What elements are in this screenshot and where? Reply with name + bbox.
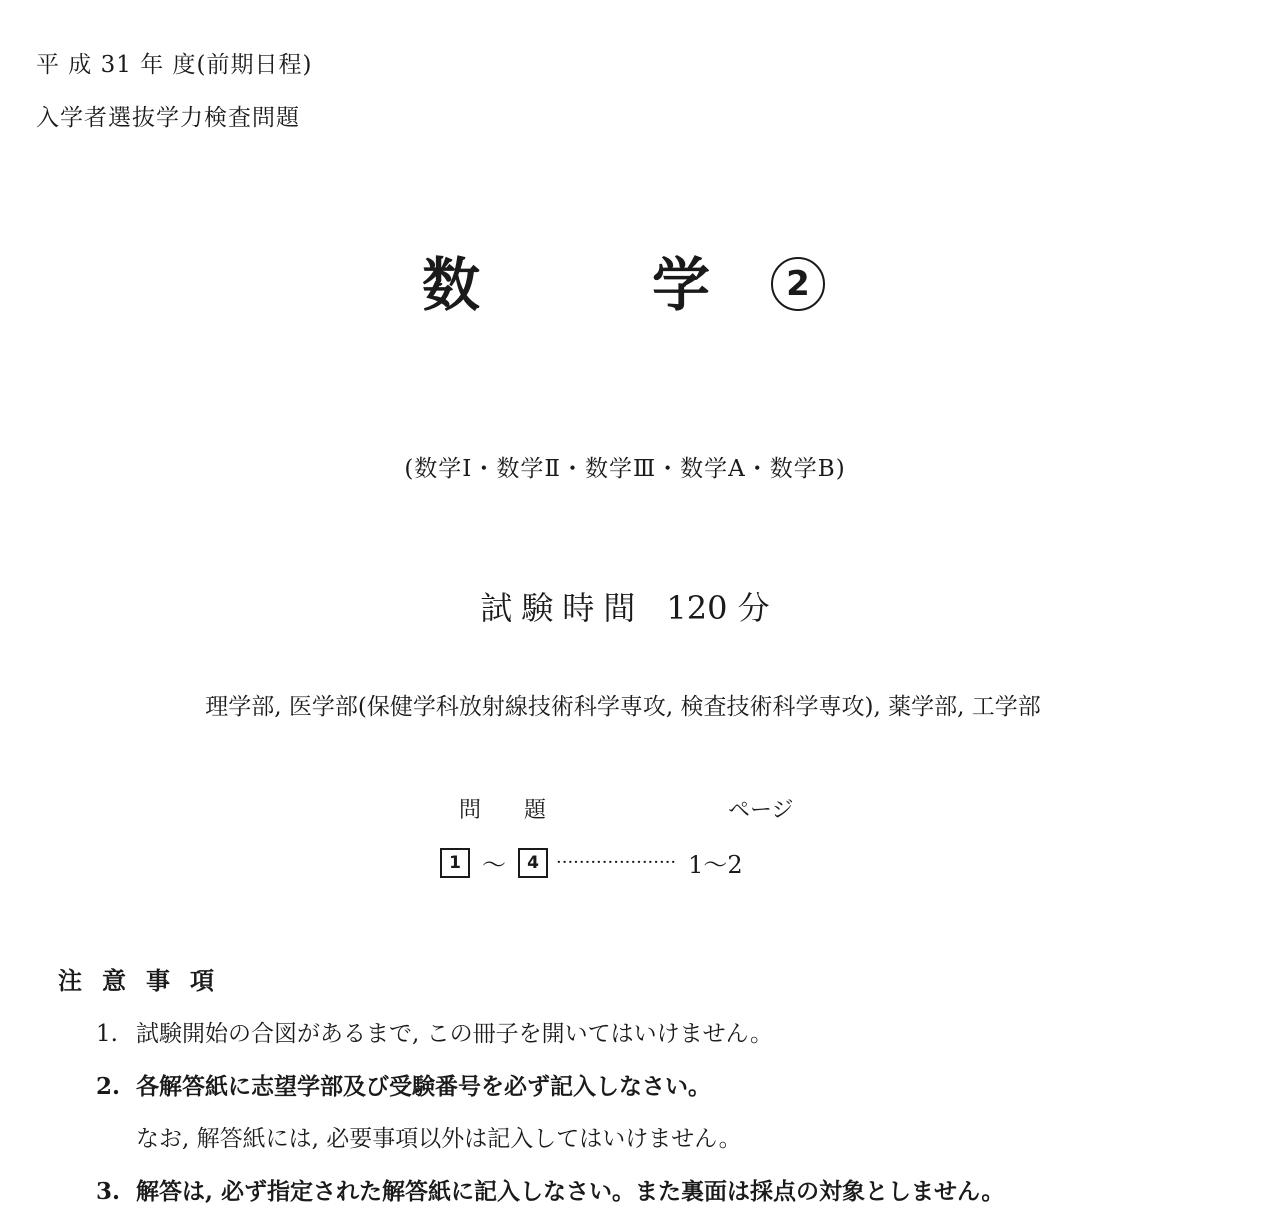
- title-char-2: 学: [652, 251, 711, 319]
- note-number: 1.: [96, 1021, 118, 1047]
- note-item: [96, 1015, 773, 1048]
- notes-heading: 注意事項: [58, 966, 234, 995]
- note-item: [96, 1173, 1004, 1206]
- exam-time-value: 120 分: [666, 589, 770, 627]
- note-text: 各解答紙に志望学部及び受験番号を必ず記入しなさい。: [136, 1073, 711, 1100]
- exam-time-label: 試験時間: [480, 589, 645, 627]
- problem-end-box: 4: [518, 848, 548, 878]
- faculties-list: 理学部, 医学部(保健学科放射線技術科学専攻, 検査技術科学専攻), 薬学部, 工学部: [205, 694, 1041, 720]
- title-char-1: 数: [422, 251, 481, 319]
- title-number-badge: 2: [771, 257, 825, 311]
- exam-time: [0, 583, 1250, 629]
- subjects-list: (数学Ⅰ・数学Ⅱ・数学Ⅲ・数学A・数学B): [404, 456, 846, 482]
- note-item: [96, 1068, 711, 1101]
- problem-range-row: [440, 845, 743, 879]
- header-year-line: 平 成 31 年 度(前期日程): [36, 52, 313, 78]
- note-number: 2.: [96, 1073, 121, 1100]
- note-number: 3.: [96, 1178, 121, 1205]
- note-text: 試験開始の合図があるまで, この冊子を開いてはいけません。: [136, 1021, 774, 1047]
- problem-column-header: 問 題: [459, 798, 564, 823]
- note-text: 解答は, 必ず指定された解答紙に記入しなさい。また裏面は採点の対象としません。: [136, 1178, 1005, 1205]
- leader-dots: ·····················: [556, 852, 677, 873]
- problem-start-box: 1: [440, 848, 470, 878]
- range-tilde: 〜: [482, 851, 506, 879]
- page-title: [0, 245, 1270, 325]
- page-range: 1〜2: [688, 851, 743, 879]
- note-continuation: なお, 解答紙には, 必要事項以外は記入してはいけません。: [136, 1126, 742, 1152]
- page-column-header: ページ: [728, 798, 794, 823]
- header-exam-type: 入学者選抜学力検査問題: [36, 105, 300, 131]
